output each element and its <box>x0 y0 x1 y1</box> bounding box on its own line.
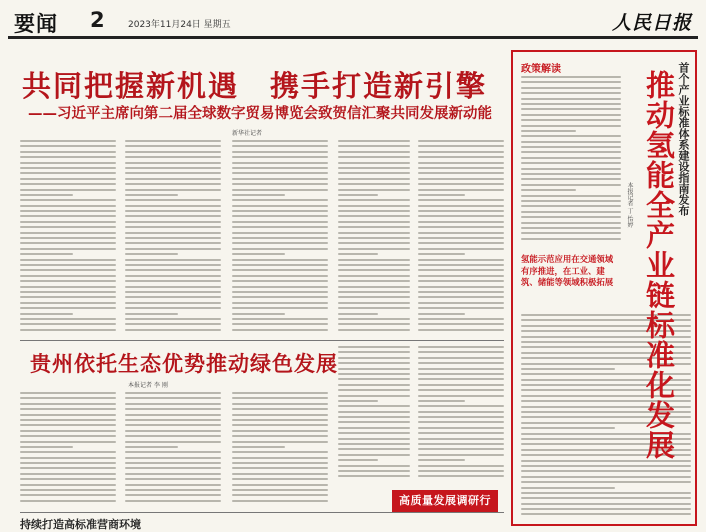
bottom-headline[interactable]: 持续打造高标准营商环境 <box>20 518 141 531</box>
sidebar-main-title[interactable]: 推动氢能全产业链标准化发展 <box>642 70 676 460</box>
second-body-column-5 <box>418 346 504 482</box>
newspaper-logo: 人民日报 <box>611 12 692 34</box>
second-body-column-2 <box>125 392 221 508</box>
lead-body-column-3 <box>232 140 328 336</box>
sidebar-byline: 本报记者 丁 怡婷 <box>626 182 633 228</box>
second-body-column-4 <box>338 346 410 482</box>
second-body-column-3 <box>232 392 328 508</box>
lead-body-column-2 <box>125 140 221 336</box>
issue-date: 2023年11月24日 星期五 <box>128 20 231 30</box>
page-number: 2 <box>90 8 105 32</box>
series-promo-banner: 高质量发展调研行 <box>392 490 498 512</box>
lead-body-column-5 <box>418 140 504 336</box>
sidebar-subtitle: 首个产业标准体系建设指南发布 <box>677 62 690 216</box>
section-name: 要闻 <box>14 12 58 36</box>
lead-body-column-1 <box>20 140 116 336</box>
page-masthead <box>8 10 698 39</box>
policy-sidebar <box>511 50 697 526</box>
lead-body-column-4 <box>338 140 410 336</box>
lead-subheadline: ——习近平主席向第二届全球数字贸易博览会致贺信汇聚共同发展新动能 <box>28 106 492 122</box>
sidebar-body-top <box>521 76 621 248</box>
sidebar-label: 政策解读 <box>521 64 561 75</box>
sidebar-highlight-quote: 氢能示范应用在交通领域有序推进，在工业、建筑、储能等领域积极拓展 <box>521 254 614 288</box>
second-headline[interactable]: 贵州依托生态优势推动绿色发展 <box>30 352 338 376</box>
lead-headline[interactable]: 共同把握新机遇 携手打造新引擎 <box>22 69 488 103</box>
bottom-divider <box>20 512 504 513</box>
lead-byline: 新华社记者 <box>232 130 263 137</box>
second-byline: 本报记者 李 刚 <box>128 382 168 389</box>
story-divider <box>20 340 504 341</box>
second-body-column-1 <box>20 392 116 508</box>
